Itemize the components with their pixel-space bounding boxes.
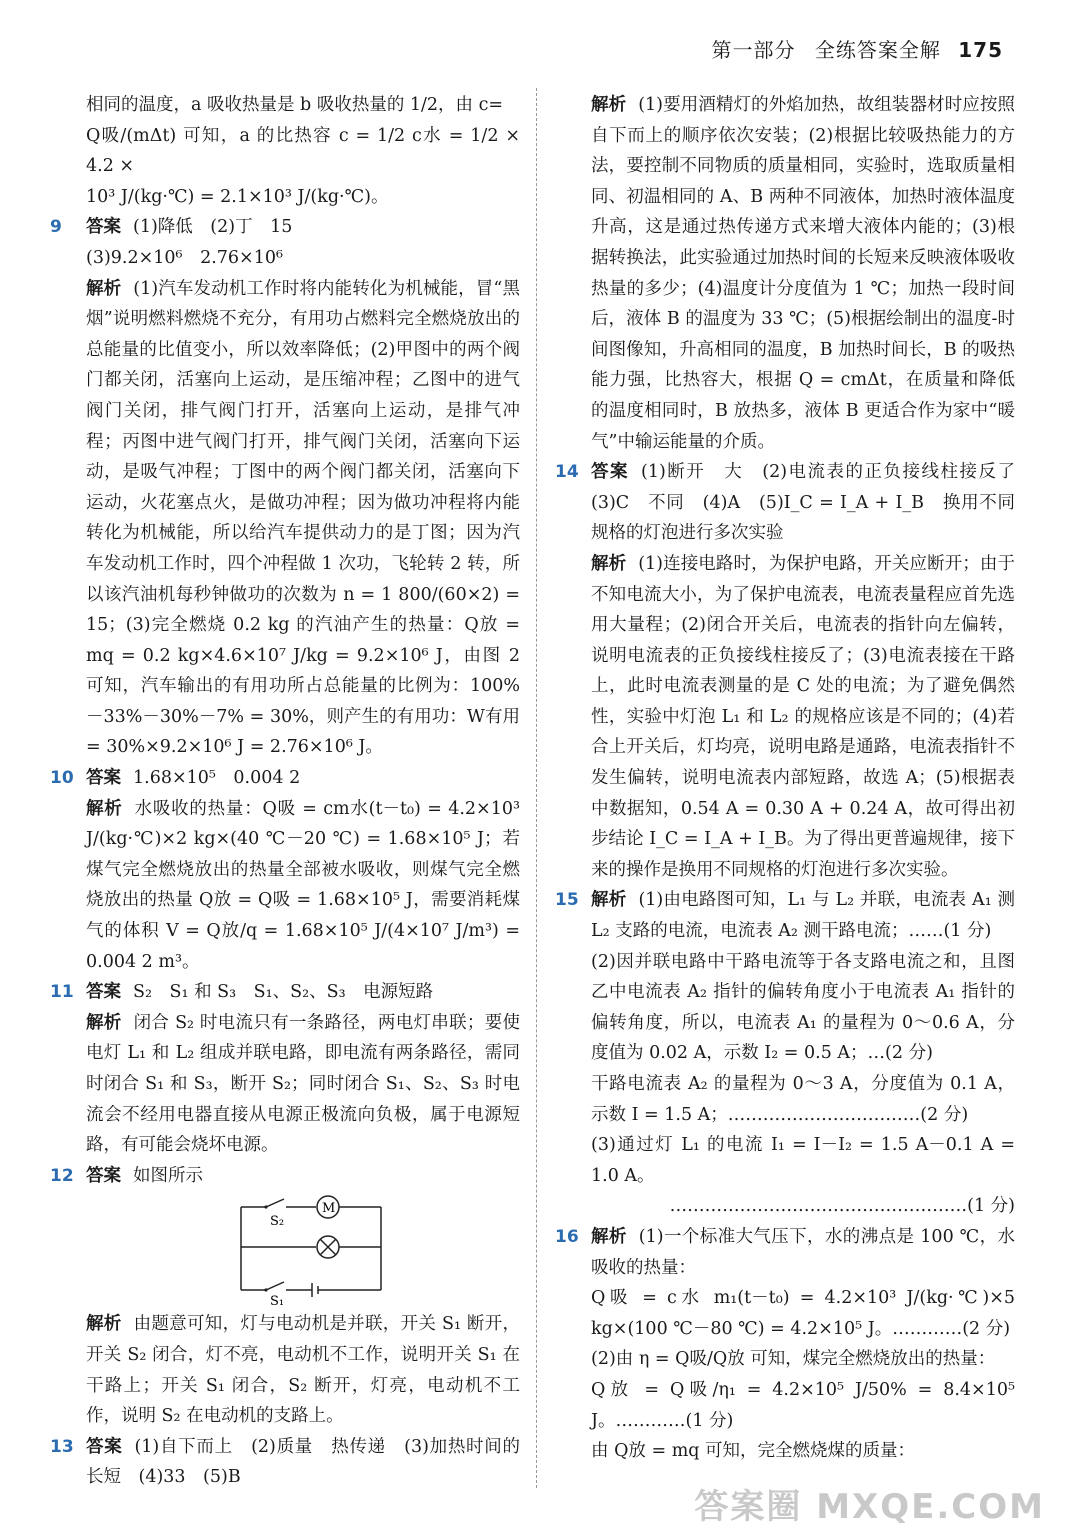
analysis-tag: 解析 bbox=[591, 95, 627, 115]
analysis-text: (3)通过灯 L₁ 的电流 I₁ = I－I₂ = 1.5 A－0.1 A = 1.0 A。 bbox=[591, 1135, 1015, 1186]
answer-text: (1)降低 (2)丁 15 bbox=[133, 217, 293, 238]
analysis-text: (1)一个标准大气压下，水的沸点是 100 ℃，水吸收的热量： bbox=[591, 1226, 1015, 1278]
column-divider bbox=[536, 88, 537, 1488]
analysis-tag: 解析 bbox=[591, 1226, 627, 1247]
switch-s1 bbox=[266, 1282, 284, 1290]
answer-text: (1)断开 大 (2)电流表的正负接线柱接反了 (3)C 不同 (4)A (5)I_C = I_A + I_B 换用不同规格的灯泡进行多次实验 bbox=[591, 462, 1033, 544]
analysis-tag: 解析 bbox=[86, 1012, 122, 1033]
analysis-text: ……………………………………………(1 分) bbox=[669, 1196, 1015, 1217]
answer-text: S₂ S₁ 和 S₃ S₁、S₂、S₃ 电源短路 bbox=[133, 982, 434, 1003]
answer-tag: 答案 bbox=[591, 462, 629, 483]
intro-line: Q吸/(mΔt) 可知，a 的比热容 c = 1/2 c水 = 1/2 × 4.2 × bbox=[86, 125, 520, 177]
answer-text: (1)自下而上 (2)质量 热传递 (3)加热时间的长短 (4)33 (5)B bbox=[86, 1436, 521, 1488]
answer-tag: 答案 bbox=[86, 982, 121, 1003]
analysis-text: (1)汽车发动机工作时将内能转化为机械能，冒“黑烟”说明燃料燃烧不充分，有用功占燃料完全燃烧放出的总能量的比值变小，所以效率降低；(2)甲图中的两个阀门都关闭，活塞向上运动，是压缩冲程；乙图中的进气阀门关闭，排气阀门打开，活塞向上运动，是排气冲程；丙图中进气阀门打开，排气阀门关闭，活塞向下运动，是吸气冲程；丁图中的两个阀门都关闭，活塞向下运动，火花塞点火，是做功冲程；因为做功冲程将内能转化为机械能，所以给汽车提供动力的是丁图；因为汽车发动机工作时，四个冲程做 1 次功，飞轮转 2 转，所以该汽油机每秒钟做功的次数为 n = 1 800/(60×2) = 15；(3)完全燃烧 0.2 kg 的汽油产生的热量：Q放 = mq = 0.2 kg×4.6×10⁷ J/kg = 9.2×10⁶ J，由图 2 可知，汽车输出的有用功所占总能量的比例为：100%－33%－30%－7% = 30%，则产生的有用功：W有用 = 30%×9.2×10⁶ J = 2.76×10⁶ J。 bbox=[86, 278, 521, 758]
analysis-tag: 解析 bbox=[591, 553, 627, 574]
analysis-text: Q吸 = c水 m₁(t－t₀) = 4.2×10³ J/(kg·℃)×5 kg×(100 ℃－80 ℃) = 4.2×10⁵ J。…………(2 分) bbox=[591, 1288, 1015, 1339]
question-number: 10 bbox=[50, 768, 74, 789]
analysis-text: 水吸收的热量：Q吸 = cm水(t－t₀) = 4.2×10³ J/(kg·℃)×2 kg×(40 ℃－20 ℃) = 1.68×10⁵ J；若煤气完全燃烧放出的热量全部被水吸收，则煤气完全燃烧放出的热量 Q放 = Q吸 = 1.68×10⁵ J，需要消耗煤气的体积 V = Q放/q = 1.68×10⁵ J/(4×10⁷ J/m³) = 0.004 2 m³。 bbox=[86, 798, 521, 972]
intro-block bbox=[50, 90, 520, 212]
answer-tag: 答案 bbox=[86, 1165, 121, 1186]
intro-line: 相同的温度，a 吸收热量是 b 吸收热量的 1/2，由 c= bbox=[86, 95, 504, 115]
analysis-tag: 解析 bbox=[86, 278, 122, 299]
page-header bbox=[712, 34, 1003, 63]
question-number: 9 bbox=[50, 217, 62, 238]
question-number: 15 bbox=[555, 890, 579, 911]
watermark: 答案圈 MXQE.COM bbox=[694, 1487, 1045, 1527]
question-12 bbox=[50, 1161, 520, 1432]
analysis-tag: 解析 bbox=[86, 798, 123, 819]
question-10 bbox=[50, 763, 520, 977]
analysis-text: (1)由电路图可知，L₁ 与 L₂ 并联，电流表 A₁ 测 L₂ 支路的电流，电流表 A₂ 测干路电流；……(1 分) bbox=[591, 890, 1015, 942]
question-14 bbox=[555, 457, 1033, 885]
answer-text: 如图所示 bbox=[133, 1165, 203, 1186]
question-number: 13 bbox=[50, 1436, 74, 1457]
intro-line: 10³ J/(kg·℃) = 2.1×10³ J/(kg·℃)。 bbox=[86, 186, 389, 207]
analysis-text: (2)因并联电路中干路电流等于各支路电流之和，且图乙中电流表 A₂ 指针的偏转角度小于电流表 A₁ 指针的偏转角度，所以，电流表 A₁ 的量程为 0～0.6 A，分度值为 0.02 A，示数 I₂ = 0.5 A；…(2 分) bbox=[591, 951, 1015, 1064]
question-13 bbox=[50, 1432, 520, 1493]
circuit-diagram bbox=[236, 1195, 386, 1305]
question-15 bbox=[555, 885, 1015, 1222]
question-number: 11 bbox=[50, 982, 74, 1003]
page-number: 175 bbox=[958, 38, 1003, 62]
answer-text: 1.68×10⁵ 0.004 2 bbox=[133, 768, 301, 789]
answer-tag: 答案 bbox=[86, 1436, 123, 1457]
analysis-text: (1)连接电路时，为保护电路，开关应断开；由于不知电流大小，为了保护电流表，电流表量程应首先选用大量程；(2)闭合开关后，电流表的指针向左偏转，说明电流表的正负接线柱接反了；(3)电流表接在干路上，此时电流表测量的是 C 处的电流；为了避免偶然性，实验中灯泡 L₁ 和 L₂ 的规格应该是不同的；(4)若合上开关后，灯均亮，说明电路是通路，电流表指针不发生偏转，说明电流表内部短路，故选 A；(5)根据表中数据知，0.54 A = 0.30 A + 0.24 A，故可得出初步结论 I_C = I_A + I_B。为了得出更普遍规律，接下来的操作是换用不同规格的灯泡进行多次实验。 bbox=[591, 553, 1015, 880]
question-number: 12 bbox=[50, 1165, 74, 1186]
analysis-text: (2)由 η = Q吸/Q放 可知，煤完全燃烧放出的热量： bbox=[591, 1349, 996, 1370]
switch-s1-label: S₁ bbox=[270, 1294, 285, 1306]
header-title: 全练答案全解 bbox=[814, 38, 941, 62]
analysis-tag: 解析 bbox=[86, 1314, 122, 1335]
answer-tag: 答案 bbox=[86, 217, 121, 238]
analysis-text: 干路电流表 A₂ 的量程为 0～3 A，分度值为 0.1 A，示数 I = 1.5 A；……………………………(2 分) bbox=[591, 1074, 1015, 1125]
switch-s2-label: S₂ bbox=[270, 1214, 285, 1230]
question-13-analysis bbox=[555, 90, 1015, 457]
right-column bbox=[555, 90, 1033, 1467]
analysis-tag: 解析 bbox=[591, 890, 627, 911]
question-number: 14 bbox=[555, 462, 579, 483]
header-section: 第一部分 bbox=[711, 38, 796, 62]
switch-s2 bbox=[266, 1199, 284, 1207]
analysis-text: 闭合 S₂ 时电流只有一条路径，两电灯串联；要使电灯 L₁ 和 L₂ 组成并联电路，即电流有两条路径，需同时闭合 S₁ 和 S₃，断开 S₂；同时闭合 S₁、S₂、S₃ 时电流会不经用电器直接从电源正极流向负极，属于电源短路，有可能会烧坏电源。 bbox=[86, 1012, 521, 1156]
question-9 bbox=[50, 212, 520, 763]
analysis-text: (1)要用酒精灯的外焰加热，故组装器材时应按照自下而上的顺序依次安装；(2)根据比较吸热能力的方法，要控制不同物质的质量相同，实验时，选取质量相同、初温相同的 A、B 两种不同液体，加热时液体温度升高，这是通过热传递方式来增大液体内能的；(3)根据转换法，此实验通过加热时间的长短来反映液体吸收热量的多少；(4)温度计分度值为 1 ℃；加热一段时间后，液体 B 的温度为 33 ℃；(5)根据绘制出的温度-时间图像知，升高相同的温度，B 加热时间长，B 的吸热能力强，比热容大，根据 Q = cmΔt，在质量和降低的温度相同时，B 放热多，液体 B 更适合作为家中“暖气”中输运能量的介质。 bbox=[591, 95, 1015, 452]
question-number: 16 bbox=[555, 1226, 579, 1247]
answer-text: (3)9.2×10⁶ 2.76×10⁶ bbox=[86, 247, 283, 268]
motor-label: M bbox=[322, 1201, 336, 1217]
question-16 bbox=[555, 1222, 1015, 1467]
left-column bbox=[50, 90, 520, 1493]
analysis-text: 由题意可知，灯与电动机是并联，开关 S₁ 断开，开关 S₂ 闭合，灯不亮，电动机不工作，说明开关 S₁ 在干路上；开关 S₁ 闭合，S₂ 断开，灯亮，电动机不工作，说明 S₂ 在电动机的支路上。 bbox=[86, 1314, 521, 1427]
answer-tag: 答案 bbox=[86, 768, 121, 789]
analysis-text: 由 Q放 = mq 可知，完全燃烧煤的质量： bbox=[591, 1441, 916, 1462]
analysis-text: Q放 = Q吸/η₁ = 4.2×10⁵ J/50% = 8.4×10⁵ J。…………(1 分) bbox=[591, 1379, 1015, 1431]
question-11 bbox=[50, 977, 520, 1161]
